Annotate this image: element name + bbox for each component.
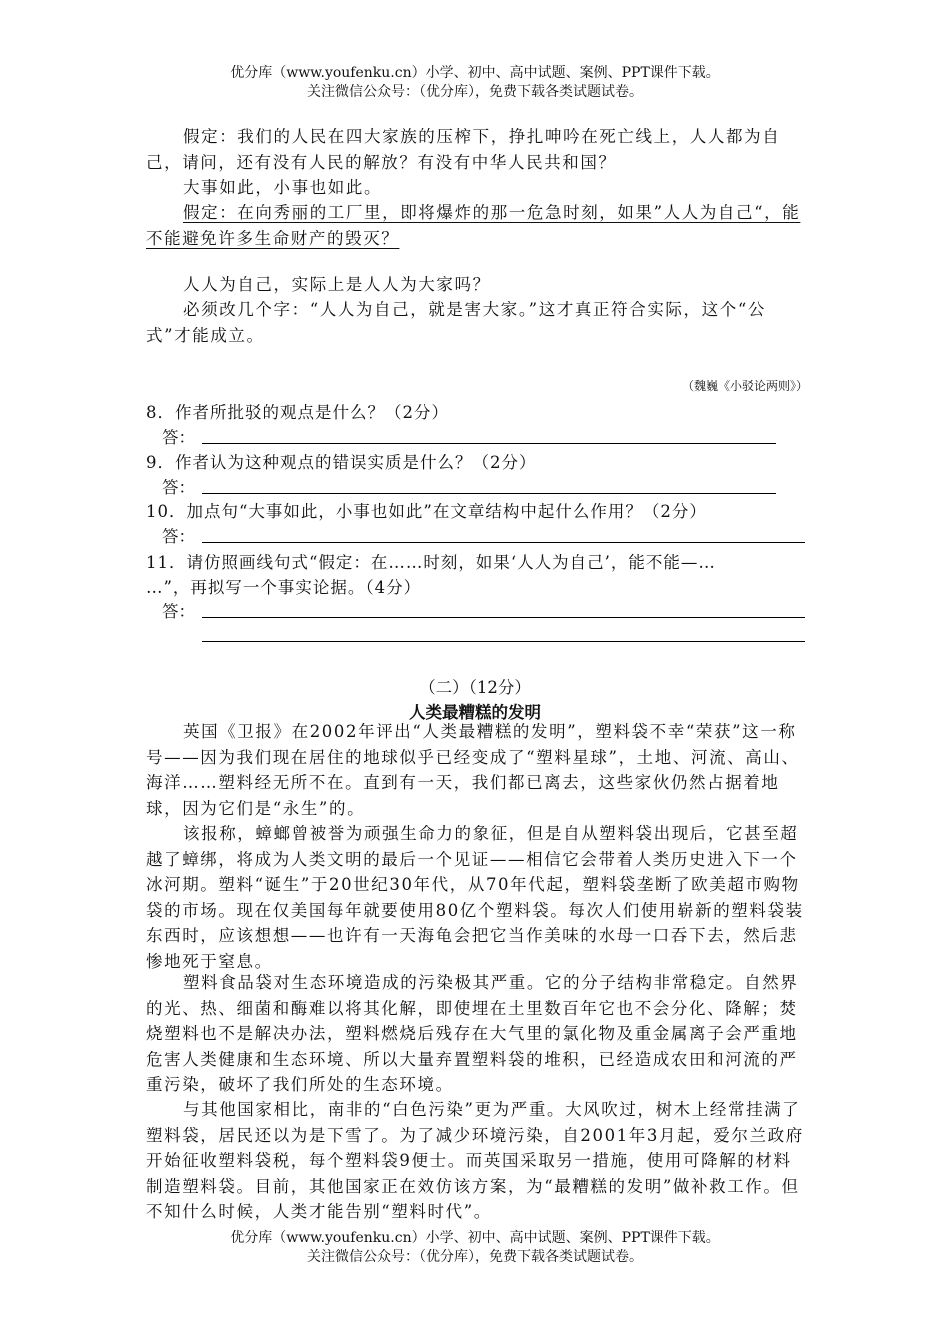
question-10: 10．加点句“大事如此，小事也如此”在文章结构中起什么作用？（2分） (146, 502, 707, 521)
passage1-paragraph-4: 人人为自己，实际上是人人为大家吗？ (183, 275, 491, 294)
question-11-answer-label: 答： (162, 602, 195, 621)
question-11-answer-line-2[interactable] (202, 641, 805, 642)
section2-paragraph-1: 英国《卫报》在2002年评出“人类最糟糕的发明”，塑料袋不幸“荣获”这一称号——因为我们现在居住的地球似乎已经变成了“塑料星球”，土地、河流、高山、海洋……塑料经无所不在。直到有一天，我们都已离去，这些家伙仍然占据着地球，因为它们是“永生”的。 (146, 722, 800, 818)
page-footer-line1: 优分库（www.youfenku.cn）小学、初中、高中试题、案例、PPT课件下载。 (230, 1230, 720, 1246)
passage1-source: （魏巍《小驳论两则》） (681, 379, 808, 393)
question-11-line1: 11．请仿照画线句式“假定：在……时刻，如果‘人人为自己’，能不能—… (146, 553, 716, 572)
question-11-line2: …”，再拟写一个事实论据。（4分） (146, 578, 422, 597)
question-11-answer-line-1[interactable] (202, 617, 805, 618)
page-header-line2: 关注微信公众号：（优分库），免费下载各类试题试卷。 (307, 84, 643, 100)
question-10-answer-label: 答： (162, 527, 195, 546)
page-footer-line2: 关注微信公众号：（优分库），免费下载各类试题试卷。 (307, 1249, 643, 1265)
question-8: 8．作者所批驳的观点是什么？（2分） (146, 403, 449, 422)
question-9-answer-label: 答： (162, 478, 195, 497)
question-9-answer-line[interactable] (202, 493, 776, 494)
section2-paragraph-4: 与其他国家相比，南非的“白色污染”更为严重。大风吹过，树木上经常挂满了塑料袋，居民还以为是下雪了。为了减少环境污染，自2001年3月起，爱尔兰政府开始征收塑料袋税，每个塑料袋9便士。而英国采取另一措施，使用可降解的材料制造塑料袋。目前，其他国家正在效仿该方案，为“最糟糕的发明”做补救工作。但不知什么时候，人类才能告别“塑料时代”。 (146, 1100, 804, 1221)
passage1-underlined-sentence: 假定：在向秀丽的工厂里，即将爆炸的那一危急时刻，如果”人人为自己“，能不能避免许多生命财产的毁灭？ (146, 203, 801, 248)
section2-paragraph-2: 该报称，蟑螂曾被誉为顽强生命力的象征，但是自从塑料袋出现后，它甚至超越了蟑绑，将成为人类文明的最后一个见证——相信它会带着人类历史进入下一个冰河期。塑料“诞生”于20世纪30年代，从70年代起，塑料袋垄断了欧美超市购物袋的市场。现在仅美国每年就要使用80亿个塑料袋。每次人们使用崭新的塑料袋装东西时，应该想想——也许有一天海龟会把它当作美味的水母一口吞下去，然后悲惨地死于窒息。 (146, 824, 804, 971)
passage1-paragraph-5: 必须改几个字：“人人为自己，就是害大家。”这才真正符合实际，这个“公式”才能成立。 (146, 300, 766, 345)
passage1-paragraph-1: 假定：我们的人民在四大家族的压榨下，挣扎呻吟在死亡线上，人人都为自己，请问，还有没有人民的解放？有没有中华人民共和国？ (146, 127, 781, 172)
question-10-answer-line[interactable] (202, 542, 805, 543)
page-header-line1: 优分库（www.youfenku.cn）小学、初中、高中试题、案例、PPT课件下载。 (230, 65, 720, 81)
section2-heading: （二）（12分） (419, 678, 531, 697)
question-8-answer-label: 答： (162, 428, 195, 447)
question-9: 9．作者认为这种观点的错误实质是什么？（2分） (146, 453, 537, 472)
question-8-answer-line[interactable] (202, 443, 776, 444)
passage1-paragraph-2: 大事如此，小事也如此。 (183, 178, 383, 197)
section2-paragraph-3: 塑料食品袋对生态环境造成的污染极其严重。它的分子结构非常稳定。自然界的光、热、细菌和酶难以将其化解，即使埋在土里数百年它也不会分化、降解；焚烧塑料也不是解决办法，塑料燃烧后残存在大气里的氯化物及重金属离子会严重地危害人类健康和生态环境、所以大量弃置塑料袋的堆积，已经造成农田和河流的严重污染，破坏了我们所处的生态环境。 (146, 973, 799, 1094)
section2-title: 人类最糟糕的发明 (409, 703, 541, 722)
